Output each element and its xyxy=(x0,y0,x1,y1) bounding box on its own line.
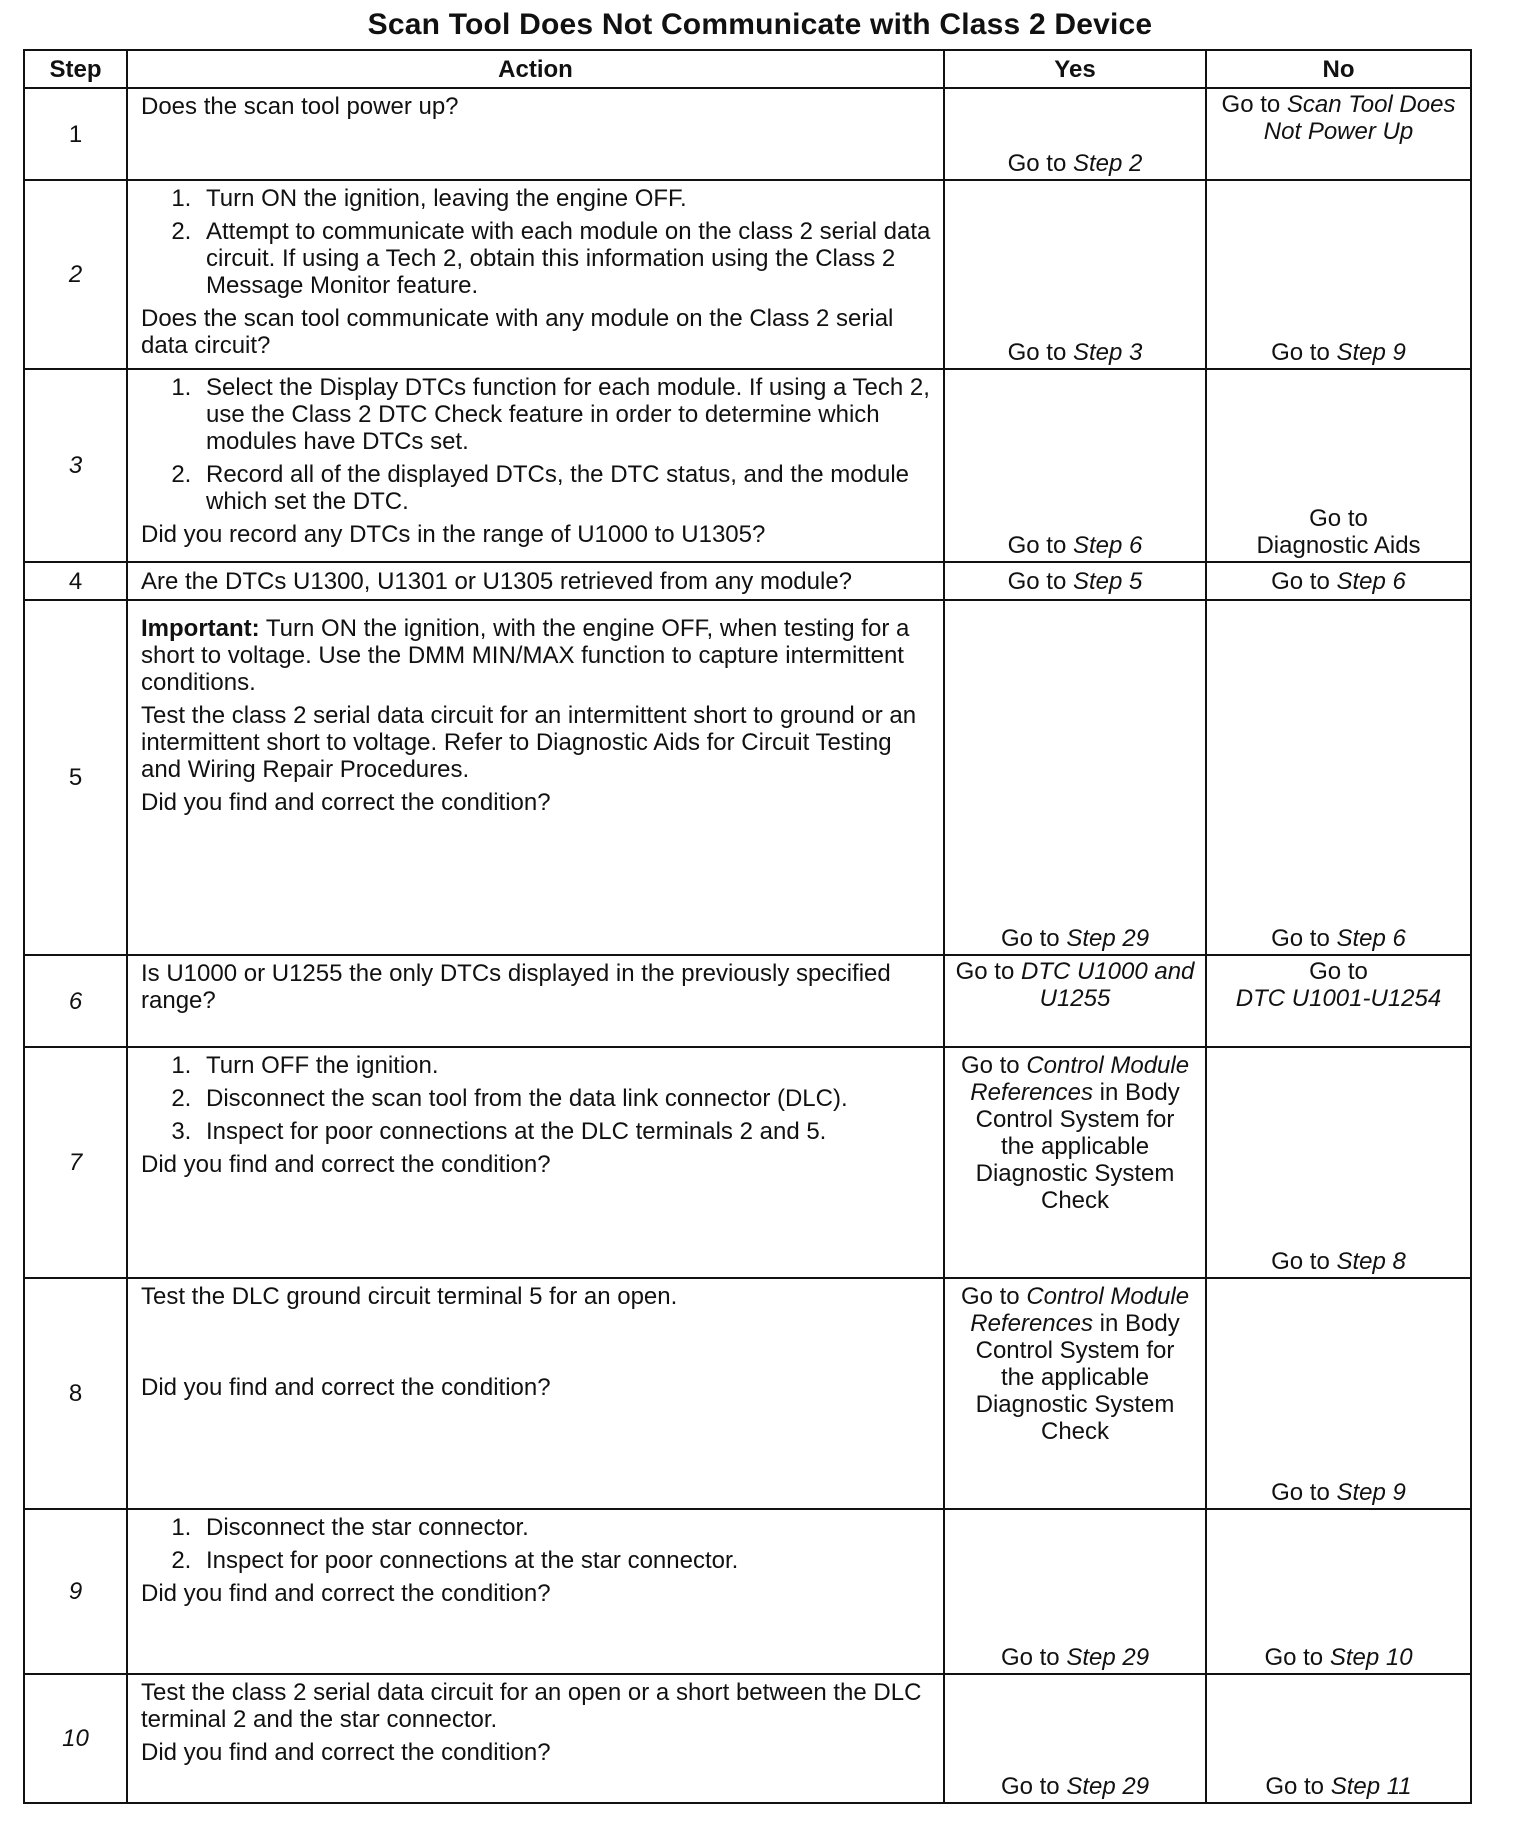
action-question: Is U1000 or U1255 the only DTCs displayed in the previously specified range? xyxy=(141,960,891,1014)
no-cell: Go to Step 6 xyxy=(1206,600,1471,955)
step-number: 9 xyxy=(24,1509,127,1674)
action-body: Test the class 2 serial data circuit for an intermittent short to ground or an intermittent short to voltage. Refer to Diagnostic Aids for Circuit Testing and Wiring Repair Procedures. xyxy=(141,702,917,783)
yes-cell: Go to Step 6 xyxy=(944,369,1206,562)
yes-reference: Step 29 xyxy=(1066,1773,1150,1800)
no-reference: Step 11 xyxy=(1330,1773,1412,1800)
header-step: Step xyxy=(24,50,127,88)
yes-reference: Step 29 xyxy=(1066,1644,1150,1671)
action-cell xyxy=(127,955,944,1047)
yes-cell: Go to Step 3 xyxy=(944,180,1206,369)
table-row xyxy=(24,180,1471,369)
action-question: Does the scan tool communicate with any module on the Class 2 serial data circuit? xyxy=(141,305,894,359)
action-cell xyxy=(127,1278,944,1509)
no-reference: Diagnostic Aids xyxy=(1256,532,1421,559)
yes-cell: Go to Step 29 xyxy=(944,1509,1206,1674)
action-cell xyxy=(127,600,944,955)
yes-reference: Step 5 xyxy=(1072,567,1143,595)
action-cell xyxy=(127,1047,944,1278)
table-row xyxy=(24,88,1471,180)
no-cell: Go to Step 11 xyxy=(1206,1674,1471,1803)
action-steps xyxy=(141,1052,933,1151)
yes-reference: DTC U1000 and U1255 xyxy=(1020,958,1195,1012)
action-question: Does the scan tool power up? xyxy=(141,93,459,120)
list-item: 1. Turn OFF the ignition. xyxy=(198,1052,933,1079)
list-item: 2. Record all of the displayed DTCs, the DTC status, and the module which set the DTC. xyxy=(198,461,933,515)
table-row xyxy=(24,1278,1471,1509)
no-cell: Go to Step 6 xyxy=(1206,562,1471,600)
no-reference: Step 9 xyxy=(1336,1479,1406,1506)
yes-cell: Go to Control Module References in Body Control System for the applicable Diagnostic System Check xyxy=(944,1047,1206,1278)
table-row xyxy=(24,562,1471,600)
yes-cell: Go to Step 29 xyxy=(944,1674,1206,1803)
action-question: Did you find and correct the condition? xyxy=(141,1374,551,1401)
action-question: Did you find and correct the condition? xyxy=(141,1739,551,1766)
no-reference: Step 9 xyxy=(1336,339,1406,366)
yes-cell: Go to Control Module References in Body Control System for the applicable Diagnostic System Check xyxy=(944,1278,1206,1509)
step-number: 7 xyxy=(24,1047,127,1278)
table-row xyxy=(24,1509,1471,1674)
step-number: 6 xyxy=(24,955,127,1047)
important-label: Important: xyxy=(141,615,260,642)
diagnostic-table xyxy=(23,49,1472,1804)
yes-reference: Control Module References xyxy=(970,1052,1190,1106)
step-number: 10 xyxy=(24,1674,127,1803)
step-number: 8 xyxy=(24,1278,127,1509)
list-item: 2. Disconnect the scan tool from the data link connector (DLC). xyxy=(198,1085,933,1112)
yes-cell: Go to DTC U1000 and U1255 xyxy=(944,955,1206,1047)
action-steps xyxy=(141,374,933,521)
header-yes: Yes xyxy=(944,50,1206,88)
step-number: 2 xyxy=(24,180,127,369)
table-row xyxy=(24,1674,1471,1803)
no-cell: Go to Diagnostic Aids xyxy=(1206,369,1471,562)
step-number: 1 xyxy=(24,88,127,180)
no-cell: Go to Step 9 xyxy=(1206,180,1471,369)
action-question: Did you find and correct the condition? xyxy=(141,1580,551,1607)
action-question: Did you find and correct the condition? xyxy=(141,1151,551,1178)
yes-cell: Go to Step 5 xyxy=(944,562,1206,600)
action-body: Test the DLC ground circuit terminal 5 for an open. xyxy=(141,1283,678,1310)
action-cell xyxy=(127,88,944,180)
table-row xyxy=(24,955,1471,1047)
list-item: 1. Turn ON the ignition, leaving the engine OFF. xyxy=(198,185,933,212)
table-row xyxy=(24,1047,1471,1278)
list-item: 1. Select the Display DTCs function for each module. If using a Tech 2, use the Class 2 DTC Check feature in order to determine which modules have DTCs set. xyxy=(198,374,933,455)
action-question: Did you record any DTCs in the range of U1000 to U1305? xyxy=(141,521,766,548)
no-cell: Go to Scan Tool Does Not Power Up xyxy=(1206,88,1471,180)
no-reference: Step 10 xyxy=(1329,1644,1413,1671)
action-body: Test the class 2 serial data circuit for an open or a short between the DLC terminal 2 and the star connector. xyxy=(141,1679,922,1733)
yes-cell: Go to Step 2 xyxy=(944,88,1206,180)
table-row xyxy=(24,600,1471,955)
table-row xyxy=(24,369,1471,562)
yes-reference: Step 6 xyxy=(1072,532,1143,559)
action-question: Are the DTCs U1300, U1301 or U1305 retrieved from any module? xyxy=(141,567,853,595)
header-no: No xyxy=(1206,50,1471,88)
table-header-row xyxy=(24,50,1471,88)
action-cell xyxy=(127,562,944,600)
list-item: 1. Disconnect the star connector. xyxy=(198,1514,933,1541)
list-item: 2. Inspect for poor connections at the star connector. xyxy=(198,1547,933,1574)
no-cell: Go to Step 9 xyxy=(1206,1278,1471,1509)
no-reference: DTC U1001-U1254 xyxy=(1235,985,1442,1012)
action-steps xyxy=(141,1514,933,1580)
yes-reference: Step 3 xyxy=(1072,339,1143,366)
yes-reference: Control Module References xyxy=(970,1283,1190,1337)
no-reference: Step 6 xyxy=(1336,567,1406,595)
action-cell xyxy=(127,180,944,369)
header-action: Action xyxy=(127,50,944,88)
no-reference: Step 8 xyxy=(1336,1248,1406,1275)
no-reference: Step 6 xyxy=(1336,925,1406,952)
action-cell xyxy=(127,369,944,562)
yes-reference: Step 29 xyxy=(1066,925,1150,952)
action-question: Did you find and correct the condition? xyxy=(141,789,551,816)
yes-reference: Step 2 xyxy=(1072,150,1143,177)
no-cell: Go to Step 10 xyxy=(1206,1509,1471,1674)
no-reference: Scan Tool Does Not Power Up xyxy=(1263,91,1456,145)
action-cell xyxy=(127,1674,944,1803)
no-cell: Go to Step 8 xyxy=(1206,1047,1471,1278)
step-number: 5 xyxy=(24,600,127,955)
action-steps xyxy=(141,185,933,305)
page-title: Scan Tool Does Not Communicate with Class 2 Device xyxy=(367,8,1153,41)
step-number: 3 xyxy=(24,369,127,562)
list-item: 2. Attempt to communicate with each module on the class 2 serial data circuit. If using a Tech 2, obtain this information using the Class 2 Message Monitor feature. xyxy=(198,218,933,299)
important-note: Important: Turn ON the ignition, with the engine OFF, when testing for a short to voltage. Use the DMM MIN/MAX function to capture intermittent conditions. xyxy=(141,615,910,696)
list-item: 3. Inspect for poor connections at the DLC terminals 2 and 5. xyxy=(198,1118,933,1145)
action-cell xyxy=(127,1509,944,1674)
step-number: 4 xyxy=(24,562,127,600)
no-cell: Go to DTC U1001-U1254 xyxy=(1206,955,1471,1047)
yes-cell: Go to Step 29 xyxy=(944,600,1206,955)
